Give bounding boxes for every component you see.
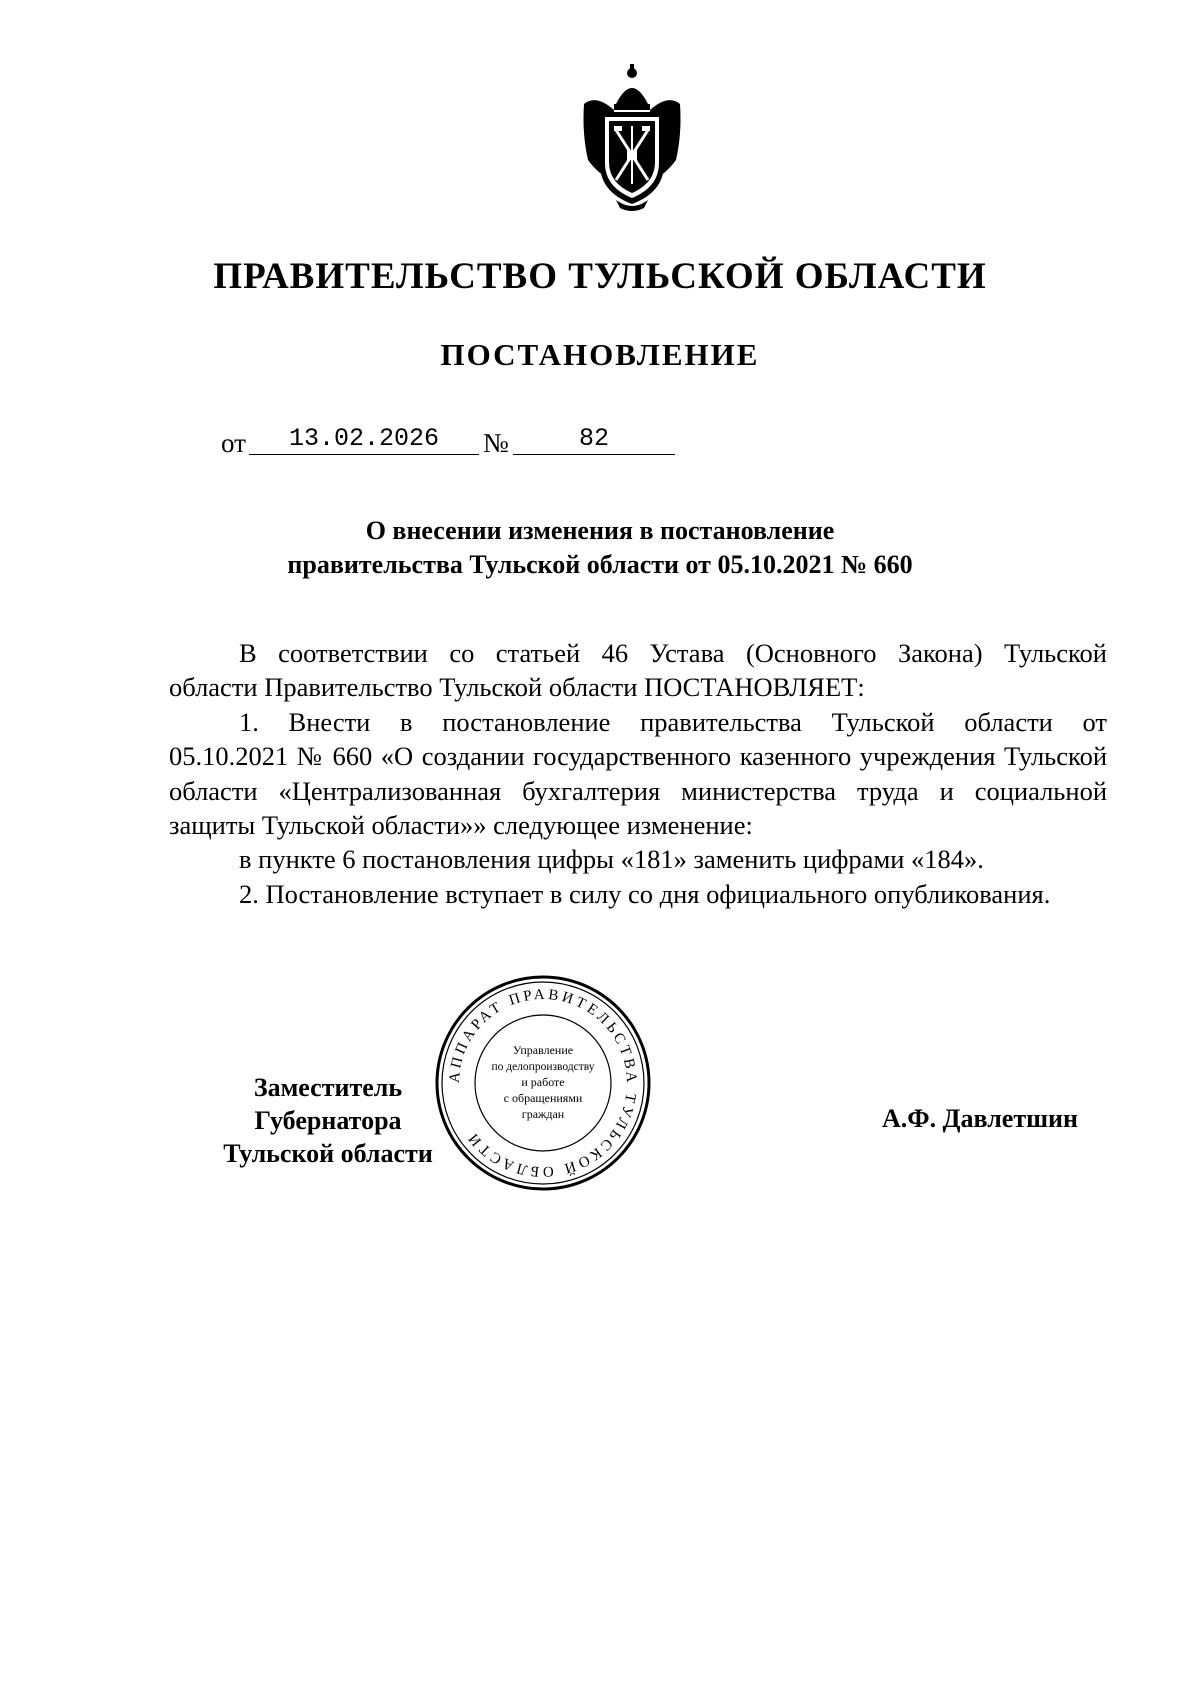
item-2: 2. Постановление вступает в силу со дня официального опубликования. [239, 878, 1051, 909]
item-1-first-line: 1. Внести в постановление правительства Тульской области от [239, 706, 1107, 737]
subject-line-2: правительства Тульской области от 05.10.2021 № 660 [287, 550, 913, 579]
document-number: 82 [513, 424, 675, 455]
stamp-center-line-1: Управление [512, 1043, 574, 1057]
stamp-center-line-2: по делопроизводству [491, 1061, 595, 1073]
signer-position-line-2: Тульской области [223, 1139, 433, 1168]
number-label: № [483, 428, 509, 458]
document-type-title: ПОСТАНОВЛЕНИЕ [440, 337, 760, 372]
preamble-first-line: В соответствии со статьей 46 Устава (Основного Закона) Тульской [239, 638, 1107, 668]
signer-name: А.Ф. Давлетшин [882, 1104, 1079, 1133]
item-1-rest: 05.10.2021 № 660 «О создании государственного казенного учреждения Тульской области «Централизованная бухгалтерия министерства труда и социальной защиты Тульской области»» следующее изменение: [169, 741, 1107, 841]
official-stamp [433, 972, 653, 1194]
tula-coat-of-arms-icon [580, 64, 684, 212]
stamp-center-line-5: граждан [521, 1107, 565, 1121]
stamp-ring-text: АППАРАТ ПРАВИТЕЛЬСТВА ТУЛЬСКОЙ ОБЛАСТИ [446, 986, 640, 1180]
signer-position-line-1: Заместитель Губернатора [253, 1073, 403, 1135]
stamp-center-line-4: с обращениями [503, 1091, 583, 1105]
date-label: от [221, 428, 246, 458]
subject-line-1: О внесении изменения в постановление [365, 516, 835, 545]
stamp-center-line-3: и работе [521, 1075, 565, 1089]
document-body [169, 636, 1107, 911]
date-value: 13.02.2026 [249, 424, 479, 455]
preamble-rest: области Правительство Тульской области ПОСТАНОВЛЯЕТ: [169, 672, 865, 703]
item-1-change: в пункте 6 постановления цифры «181» заменить цифрами «184». [239, 844, 984, 875]
organization-title: ПРАВИТЕЛЬСТВО ТУЛЬСКОЙ ОБЛАСТИ [213, 256, 987, 297]
document-subject [0, 514, 1200, 582]
